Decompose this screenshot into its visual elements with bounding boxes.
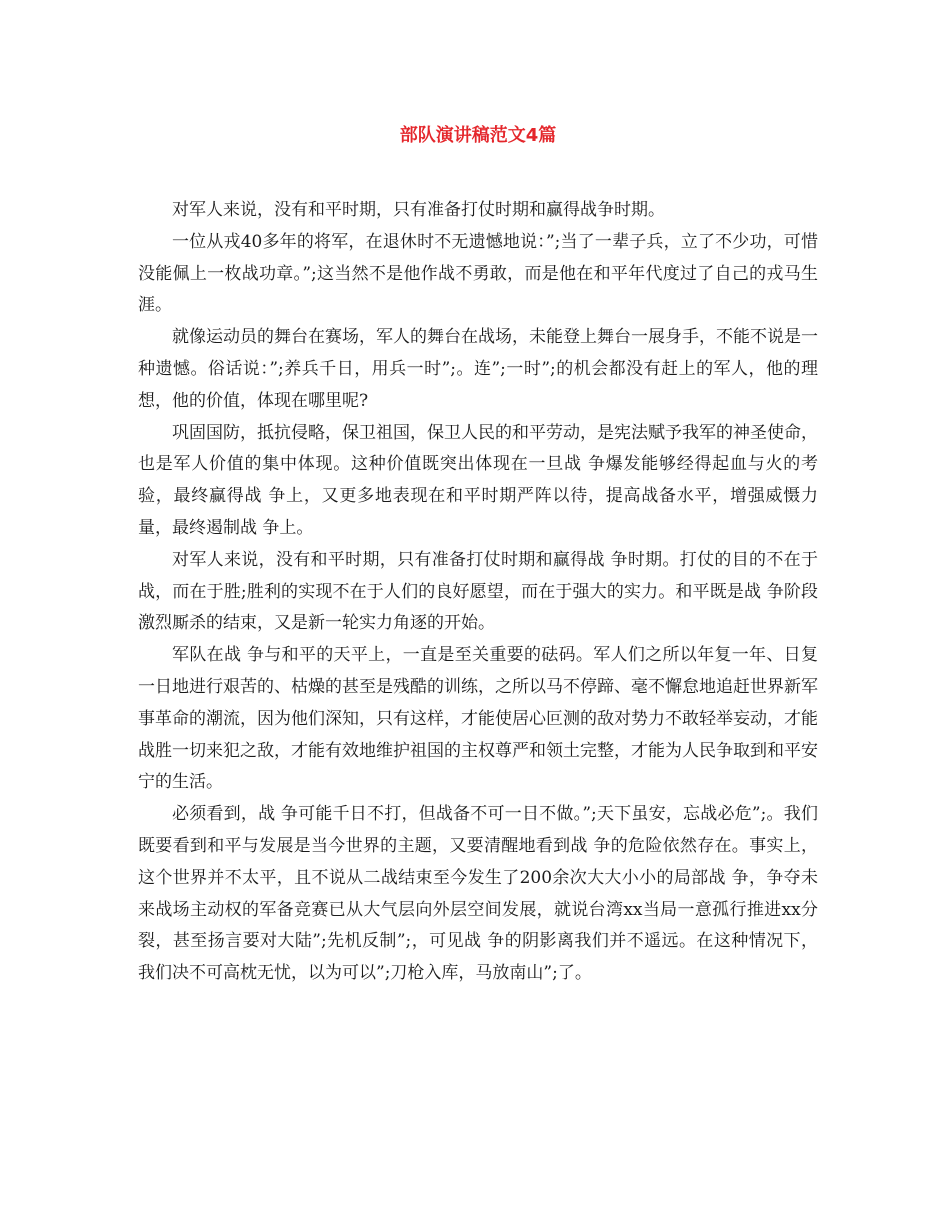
document-page	[138, 0, 818, 1230]
paragraph-3: 就像运动员的舞台在赛场，军人的舞台在战场，未能登上舞台一展身手，不能不说是一种遗憾。俗话说：”;养兵千日，用兵一时”;。连”;一时”;的机会都没有赶上的军人，他的理想，他的价值，体现在哪里呢?	[138, 327, 818, 411]
paragraph-7: 必须看到，战 争可能千日不打，但战备不可一日不做。”;天下虽安，忘战必危”;。我们既要看到和平与发展是当今世界的主题，又要清醒地看到战 争的危险依然存在。事实上，这个世界并不太平，且不说从二战结束至今发生了200余次大大小小的局部战 争，争夺未来战场主动权的军备竞赛已从大气层向外层空间发展，就说台湾xx当局一意孤行推进xx分裂，甚至扬言要对大陆”;先机反制”;，可见战 争的阴影离我们并不遥远。在这种情况下，我们决不可高枕无忧，以为可以”;刀枪入库，马放南山”;了。	[138, 804, 818, 984]
paragraph-4: 巩固国防，抵抗侵略，保卫祖国，保卫人民的和平劳动，是宪法赋予我军的神圣使命，也是军人价值的集中体现。这种价值既突出体现在一旦战 争爆发能够经得起血与火的考验，最终赢得战 争上，又更多地表现在和平时期严阵以待，提高战备水平，增强威慑力量，最终遏制战 争上。	[138, 422, 818, 538]
document-title: 部队演讲稿范文4篇	[399, 125, 557, 146]
paragraph-2: 一位从戎40多年的将军，在退休时不无遗憾地说：”;当了一辈子兵，立了不少功，可惜没能佩上一枚战功章。”;这当然不是他作战不勇敢，而是他在和平年代度过了自己的戎马生涯。	[138, 231, 818, 316]
paragraph-5: 对军人来说，没有和平时期，只有准备打仗时期和赢得战 争时期。打仗的目的不在于战，而在于胜;胜利的实现不在于人们的良好愿望，而在于强大的实力。和平既是战 争阶段激烈厮杀的结束，又是新一轮实力角逐的开始。	[138, 549, 818, 634]
paragraph-6: 军队在战 争与和平的天平上，一直是至关重要的砝码。军人们之所以年复一年、日复一日地进行艰苦的、枯燥的甚至是残酷的训练，之所以马不停蹄、毫不懈怠地追赶世界新军事革命的潮流，因为他们深知，只有这样，才能使居心叵测的敌对势力不敢轻举妄动，才能战胜一切来犯之敌，才能有效地维护祖国的主权尊严和领土完整，才能为人民争取到和平安宁的生活。	[138, 645, 818, 793]
paragraph-1: 对军人来说，没有和平时期，只有准备打仗时期和赢得战争时期。	[172, 200, 665, 220]
document-body	[138, 195, 818, 990]
